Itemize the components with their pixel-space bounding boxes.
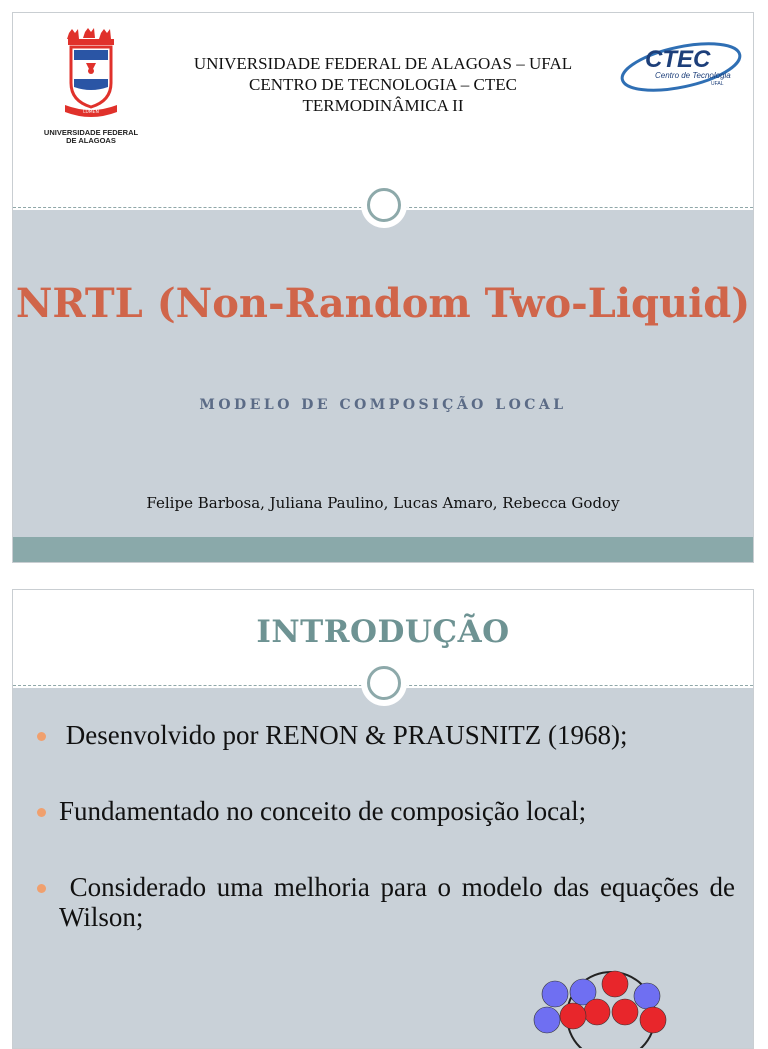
ctec-logo-icon [615,31,743,101]
intro-title: INTRODUÇÃO [256,614,510,650]
ctec-logo-small: UFAL [711,81,724,87]
header-line-university: UNIVERSIDADE FEDERAL DE ALAGOAS – UFAL [193,54,573,73]
ctec-logo-sub: Centro de Tecnologia [655,71,731,80]
bullet-item: Desenvolvido por RENON & PRAUSNITZ (1968); [37,720,735,750]
ufal-logo-text: UNIVERSIDADE FEDERAL DE ALAGOAS [43,128,139,145]
divider-ring-icon [361,182,407,228]
header-line-center: CENTRO DE TECNOLOGIA – CTEC [249,75,517,94]
bullet-list [37,720,735,978]
ctec-logo [615,31,743,101]
header-line-course: TERMODINÂMICA II [302,96,464,115]
divider-ring-icon [361,660,407,706]
title-slide [12,12,754,563]
ufal-banner-text: LUMEN [83,110,99,115]
molecule-diagram-icon [525,970,705,1049]
authors-line: Felipe Barbosa, Juliana Paulino, Lucas Amaro, Rebecca Godoy [146,494,620,512]
presentation-title: NRTL (Non-Random Two-Liquid) [15,280,751,327]
ctec-logo-main: CTEC [645,46,711,73]
intro-slide [12,589,754,1049]
bottom-band [13,537,753,563]
bullet-item: Considerado uma melhoria para o modelo das equações de Wilson; [37,872,735,932]
molecule-diagram [525,970,705,1049]
title-band [13,210,753,537]
presentation-subtitle: MODELO DE COMPOSIÇÃO LOCAL [199,397,567,413]
bullet-item: Fundamentado no conceito de composição local; [37,796,735,826]
